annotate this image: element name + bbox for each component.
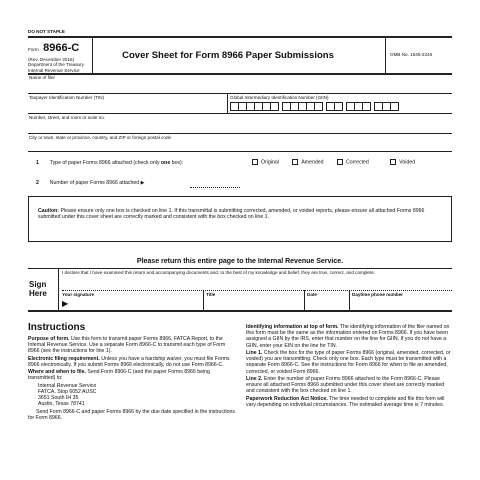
form-number: 8966-C [43, 42, 80, 54]
phone-label: Daytime phone number [352, 292, 404, 297]
arrow-right-icon: ▶ [62, 299, 69, 308]
form-title: Cover Sheet for Form 8966 Paper Submissions [122, 50, 334, 61]
agency: Internal Revenue Service [28, 67, 80, 73]
street-field[interactable] [28, 121, 452, 133]
city-label: City or town, state or province, country, and ZIP or foreign postal code [29, 135, 172, 140]
giin-label: Global Intermediary Identification Number (GIIN) [230, 95, 329, 100]
mailing-address: Internal Revenue Service FATCA, Stop 6052 AUSC 3651 South IH 35 Austin, Texas 78741 [38, 382, 97, 408]
header-bottom-rule [28, 73, 452, 75]
department: Department of the Treasury [28, 62, 84, 68]
return-notice: Please return this entire page to the Internal Revenue Service. [136, 258, 344, 265]
name-of-filer-field[interactable] [28, 81, 452, 93]
omb-number: OMB No. 1545-2246 [390, 52, 433, 57]
header-divider-left [92, 37, 93, 73]
tin-label: Taxpayer Identification Number (TIN) [29, 95, 105, 100]
line-2-count-input[interactable] [190, 180, 240, 188]
sign-here-label: Sign Here [29, 280, 47, 299]
signature-field[interactable] [72, 297, 202, 309]
instructions-heading: Instructions [28, 322, 86, 333]
do-not-staple: DO NOT STAPLE [28, 29, 65, 34]
title-field[interactable] [206, 298, 302, 309]
tin-field[interactable] [28, 101, 225, 113]
date-label: Date [307, 292, 317, 297]
street-label: Number, street, and room or suite no. [29, 115, 106, 120]
caution-text: Caution: Please ensure only one box is checked on line 1. If this transmittal is submitting corrected, amended, or voided reports, please ensure all attached Forms 8966 submitted under this cover sheet are correctly marked and consistent with the box checked on line 1. [38, 208, 425, 221]
checkbox-voided[interactable] [390, 159, 396, 165]
declaration: I declare that I have examined this return and accompanying documents and, to the best of my knowledge and belief, they are true, correct, and complete. [62, 270, 376, 275]
checkbox-original[interactable] [252, 159, 258, 165]
city-field[interactable] [28, 141, 452, 151]
instructions-right-column: Identifying information at top of form. The identifying information of the filer named on this form must be the same as the information entered on Forms 8966. If you have been assigned a GIIN by the IRS, enter that number on the line for GIIN. If you do not have a GIIN, enter your EIN on the line for TIN. Line 1. Check the box for the type of paper Forms 8966 (original, amended, corrected, or voided) you are transmitting. Check only one box. Each type must be transmitted with a separate Form 8966-C. See the instructions for Form 8966 for when to file an amended, corrected, or voided Form 8966. Line 2. Enter the number of paper Forms 8966 attached to the Form 8966-C. Please ensure all attached Forms 8966 submitted under this cover sheet are correctly marked and consistent with the box checked on line 1. Paperwork Reduction Act Notice. The time needed to complete and file this form will vary depending on individual circumstances. The estimated average time is 7 minutes. [246, 324, 451, 408]
form-label: Form [28, 47, 39, 52]
phone-field[interactable] [352, 298, 450, 309]
form-id-block [28, 38, 90, 73]
checkbox-corrected[interactable] [337, 159, 343, 165]
line-1: 1 Type of paper Forms 8966 attached (check only one box): [36, 160, 184, 166]
line-1-number: 1 [36, 160, 39, 166]
name-of-filer-label: Name of filer [29, 75, 56, 80]
signature-label: Your signature [62, 292, 95, 297]
header-divider-right [385, 37, 386, 73]
date-field[interactable] [307, 298, 347, 309]
line-2-number: 2 [36, 180, 39, 186]
giin-digit-boxes[interactable] [230, 102, 398, 111]
checkbox-amended[interactable] [292, 159, 298, 165]
title-label: Title [206, 292, 216, 297]
line-2: 2 Number of paper Forms 8966 attached ▶ [36, 180, 145, 186]
line-1-options: Original Amended Corrected Voided [246, 159, 415, 166]
form-revision: (Rev. December 2016) [28, 57, 75, 62]
instructions-left-column: Purpose of form. Use this form to transmit paper Forms 8966, FATCA Report, to the Internal Revenue Service. Use a separate Form 8966-C to transmit each type of Form 8966 (see the instructions for line 1). Electronic filing requirement. Unless you have a hardship waiver, you must file Forms 8966 electronically. If you submit Forms 8966 electronically, do not use Form 8966-C. Where and when to file. Send Form 8966-C (and the paper Forms 8966 being transmitted) to: Internal Revenue Service FATCA, Stop 6052 AUSC 3651 South IH 35 Austin, Texas 78741 Send Form 8966-C and paper Forms 8966 by the due date specified in the instructions for Form 8966. [28, 336, 238, 422]
